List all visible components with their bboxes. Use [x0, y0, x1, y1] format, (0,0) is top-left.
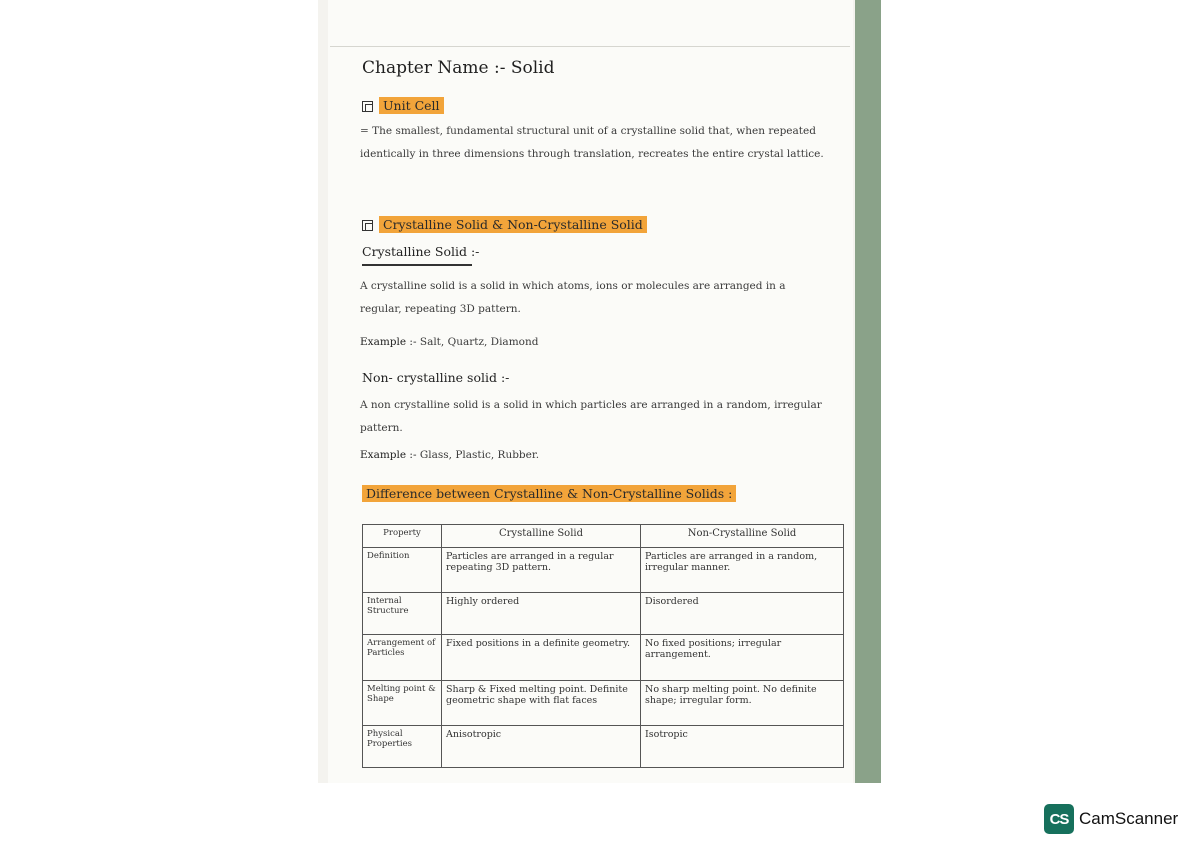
unit-cell-heading-text: Unit Cell: [379, 97, 444, 114]
non-crystalline-example: [360, 444, 830, 467]
table-cell: Definition: [363, 548, 442, 593]
table-cell: Highly ordered: [442, 593, 641, 635]
crystalline-definition: A crystalline solid is a solid in which atoms, ions or molecules are arranged in a regular, repeating 3D pattern.: [360, 280, 786, 315]
table-cell: Isotropic: [641, 725, 844, 767]
table-row: [363, 680, 844, 725]
checkbox-bullet-icon: [362, 220, 373, 231]
crystalline-example: [360, 331, 830, 354]
non-crystalline-example-text: Glass, Plastic, Rubber.: [419, 449, 540, 461]
table-row: [363, 548, 844, 593]
section2-heading: [362, 217, 647, 232]
table-header-cell: Non-Crystalline Solid: [641, 525, 844, 548]
crystalline-heading: Crystalline Solid :-: [362, 244, 480, 259]
table-row: [363, 593, 844, 635]
difference-heading-text: Difference between Crystalline & Non-Crystalline Solids :: [362, 485, 736, 502]
table-header-cell: Crystalline Solid: [442, 525, 641, 548]
crystalline-example-text: Salt, Quartz, Diamond: [419, 336, 539, 348]
table-cell: Disordered: [641, 593, 844, 635]
table-row: [363, 725, 844, 767]
non-crystalline-definition: A non crystalline solid is a solid in which particles are arranged in a random, irregular pattern.: [360, 399, 822, 434]
non-crystalline-example-label: Example :-: [360, 449, 417, 461]
camscanner-logo-icon: CS: [1044, 804, 1074, 834]
unit-cell-heading: [362, 98, 444, 113]
crystalline-heading-underline: [362, 264, 472, 266]
table-cell: Sharp & Fixed melting point. Definite geometric shape with flat faces: [442, 680, 641, 725]
section2-heading-text: Crystalline Solid & Non-Crystalline Solid: [379, 216, 647, 233]
table-cell: No sharp melting point. No definite shape; irregular form.: [641, 680, 844, 725]
comparison-table: [362, 524, 844, 768]
table-cell: Melting point & Shape: [363, 680, 442, 725]
table-cell: Physical Properties: [363, 725, 442, 767]
non-crystalline-heading: Non- crystalline solid :-: [362, 370, 510, 385]
table-cell: Particles are arranged in a random, irregular manner.: [641, 548, 844, 593]
table-header-cell: Property: [363, 525, 442, 548]
table-cell: Particles are arranged in a regular repeating 3D pattern.: [442, 548, 641, 593]
difference-heading: [362, 486, 736, 501]
table-cell: Fixed positions in a definite geometry.: [442, 635, 641, 680]
table-row: [363, 635, 844, 680]
table-cell: Anisotropic: [442, 725, 641, 767]
crystalline-example-label: Example :-: [360, 336, 417, 348]
checkbox-bullet-icon: [362, 101, 373, 112]
table-cell: Arrangement of Particles: [363, 635, 442, 680]
table-cell: No fixed positions; irregular arrangement.: [641, 635, 844, 680]
table-header-row: [363, 525, 844, 548]
chapter-title: Chapter Name :- Solid: [362, 58, 555, 78]
page-top-rule: [330, 46, 850, 47]
table-cell: Internal Structure: [363, 593, 442, 635]
unit-cell-definition: = The smallest, fundamental structural unit of a crystalline solid that, when repeated identically in three dimensions through translation, recreates the entire crystal lattice.: [360, 125, 824, 160]
camscanner-label: CamScanner: [1079, 809, 1179, 828]
camscanner-watermark: [1044, 804, 1178, 834]
